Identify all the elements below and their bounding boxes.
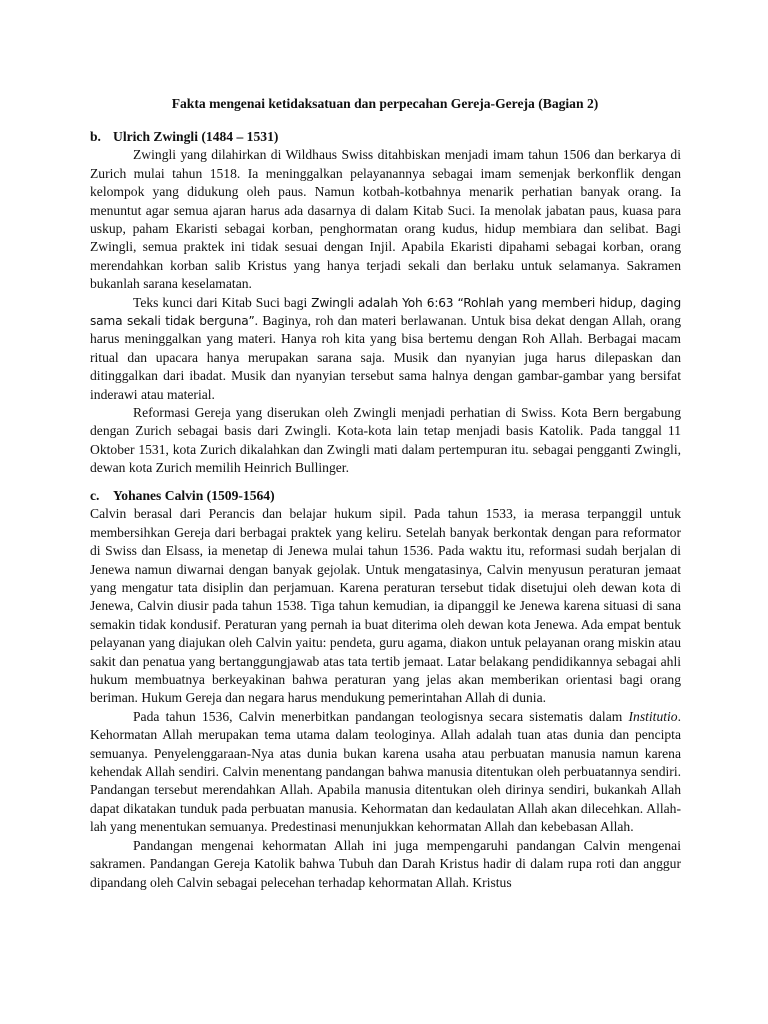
- paragraph: Pandangan mengenai kehormatan Allah ini juga mempengaruhi pandangan Calvin mengenai sakramen. Pandangan Gereja Katolik bahwa Tubuh dan Darah Kristus hadir di dalam rupa roti dan anggur dipandang oleh Calvin sebagai pelecehan terhadap kehormatan Allah. Kristus: [90, 837, 681, 890]
- paragraph-text: Teks kunci dari Kitab Suci bagi: [133, 294, 312, 310]
- section-zwingli: [90, 128, 681, 478]
- paragraph: [90, 708, 681, 837]
- paragraph-text: . Baginya, roh dan materi berlawanan. Untuk bisa dekat dengan Allah, orang harus meninggalkan yang materi. Hanya roh kita yang bisa bertemu dengan Roh Allah. Berbagai macam ritual dan upacara hanya merupakan sarana saja. Musik dan nyanyian juga harus dilepaskan dan ditinggalkan dari ibadat. Musik dan nyanyian tersebut sama halnya dengan gambar-gambar yang bersifat inderawi atau material.: [90, 313, 681, 402]
- section-calvin: [90, 487, 681, 892]
- paragraph: [90, 294, 681, 404]
- document-title: Fakta mengenai ketidaksatuan dan perpecahan Gereja-Gereja (Bagian 2): [171, 96, 599, 111]
- paragraph-text: . Kehormatan Allah merupakan tema utama dalam teologinya. Allah adalah tuan atas dunia dan pencipta semuanya. Penyelenggaraan-Nya atas dunia bukan karena usaha atau perbuatan manusia namun karena kehendak Allah sendiri. Calvin menentang pandangan bahwa manusia ditentukan oleh perbuatannya sendiri. Pandangan tersebut merendahkan Allah. Apabila manusia ditentukan oleh dirinya sendiri, bukankah Allah dapat dikatakan tunduk pada perbuatan manusia. Kehormatan dan kedaulatan Allah akan dilecehkan. Allah-lah yang menentukan semuanya. Predestinasi menunjukkan kehormatan Allah dan kebebasan Allah.: [90, 708, 681, 835]
- paragraph: Reformasi Gereja yang diserukan oleh Zwingli menjadi perhatian di Swiss. Kota Bern bergabung dengan Zurich sebagai basis dari Zwingli. Kota-kota lain tetap menjadi basis Katolik. Pada tanggal 11 Oktober 1531, kota Zurich dikalahkan dan Zwingli mati dalam pertempuran itu. sebagai pengganti Zwingli, dewan kota Zurich memilih Heinrich Bullinger.: [90, 405, 681, 476]
- paragraph: Calvin berasal dari Perancis dan belajar hukum sipil. Pada tahun 1533, ia merasa terpanggil untuk membersihkan Gereja dari berbagai praktek yang keliru. Setelah banyak berkontak dengan para reformator di Swiss dan Elsass, ia menetap di Jenewa mulai tahun 1536. Pada waktu itu, reformasi sudah berjalan di Jenewa namun diwarnai dengan banyak gejolak. Untuk mengatasinya, Calvin menyusun peraturan jemaat yang mengatur tata disiplin dan perjamuan. Karena peraturan tersebut tidak disetujui oleh dewan kota di Jenewa, Calvin diusir pada tahun 1538. Tiga tahun kemudian, ia dipanggil ke Jenewa karena situasi di sana semakin tidak kondusif. Peraturan yang pernah ia buat diterima oleh dewan kota Jenewa. Ada empat bentuk pelayanan yang diajukan oleh Calvin yaitu: pendeta, guru agama, diakon untuk pelayanan orang miskin atau sakit dan penatua yang bertanggungjawab atas tata tertib jemaat. Latar belakang pendidikannya sebagai ahli hukum membuatnya berkeyakinan bahwa peraturan yang jelas akan memberikan orientasi bagi orang beriman. Hukum Gereja dan negara harus mendukung pemerintahan Allah di dunia.: [90, 506, 681, 706]
- scripture-quote: Zwingli adalah Yoh 6:63 “Rohlah yang memberi hidup, daging sama sekali tidak berguna”: [90, 295, 681, 329]
- section-number: c.: [90, 488, 100, 503]
- book-title: Institutio: [628, 708, 678, 724]
- section-title: Yohanes Calvin (1509-1564): [113, 488, 275, 503]
- section-heading: [90, 128, 681, 146]
- section-title: Ulrich Zwingli (1484 – 1531): [113, 129, 279, 144]
- section-heading: [90, 487, 681, 505]
- section-number: b.: [90, 129, 101, 144]
- paragraph: Zwingli yang dilahirkan di Wildhaus Swiss ditahbiskan menjadi imam tahun 1506 dan berkarya di Zurich mulai tahun 1518. Ia meninggalkan pelayanannya sebagai imam semenjak berkonflik dengan kelompok yang didukung oleh paus. Namun kotbah-kotbahnya menarik perhatian banyak orang. Ia menuntut agar semua ajaran harus ada dasarnya di dalam Kitab Suci. Ia menolak jabatan paus, kuasa para uskup, paham Ekaristi sebagai korban, penghormatan orang kudus, hidup membiara dan selibat. Bagi Zwingli, semua praktek ini tidak sesuai dengan Injil. Apabila Ekaristi dipahami sebagai korban, orang merendahkan korban salib Kristus yang hanya terjadi sekali dan berlaku untuk selamanya. Sakramen bukanlah sarana keselamatan.: [90, 147, 681, 292]
- paragraph-text: Pada tahun 1536, Calvin menerbitkan pandangan teologisnya secara sistematis dalam: [133, 708, 629, 724]
